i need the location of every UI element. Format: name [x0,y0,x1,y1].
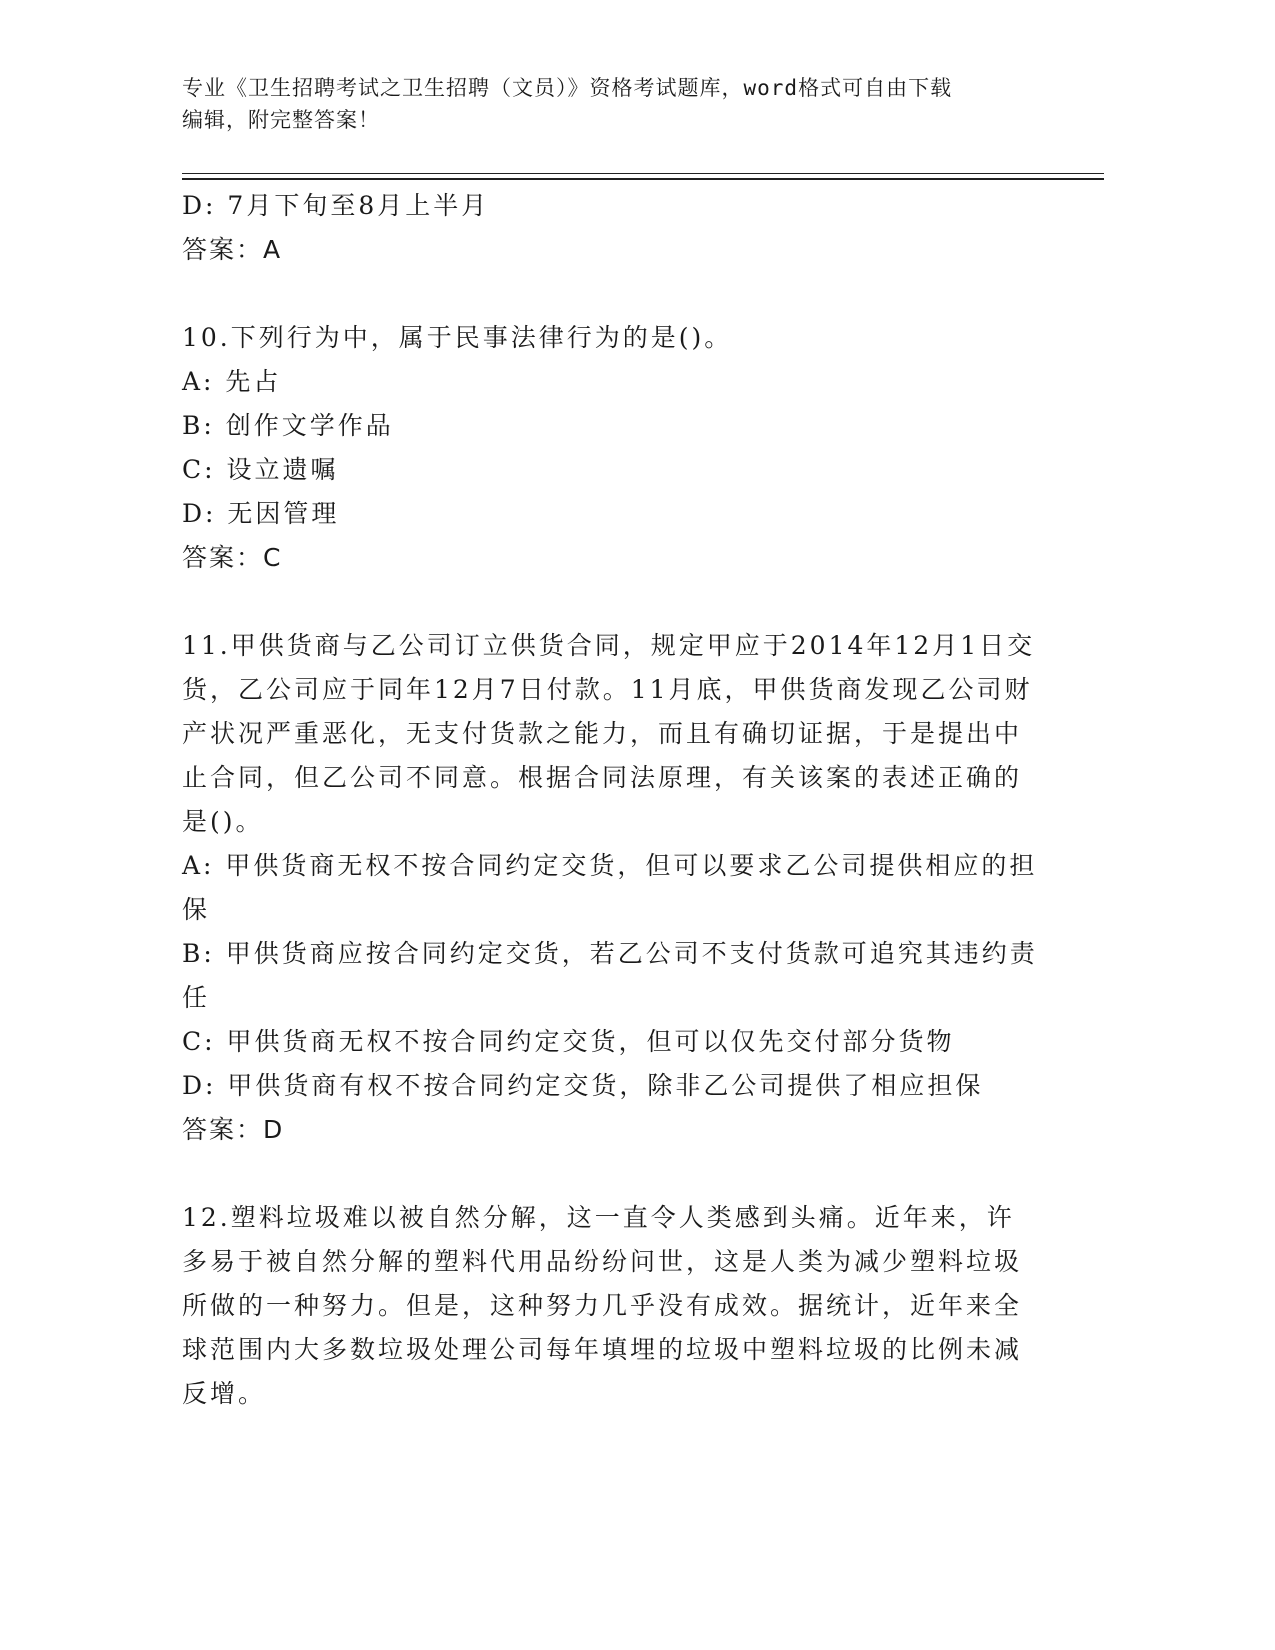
header-divider-thin [182,173,1104,174]
q9-option-d: D: 7月下旬至8月上半月 [182,191,490,220]
header-divider-thick [182,178,1104,180]
question-10 [182,316,1042,580]
q10-option-a: A: 先占 [182,367,282,396]
q11-option-c: C: 甲供货商无权不按合同约定交货，但可以仅先交付部分货物 [182,1027,955,1056]
question-11 [182,624,1042,1152]
question-content [182,184,1062,1416]
header-line-2: 编辑，附完整答案！ [182,108,380,132]
q11-answer: 答案：D [182,1115,285,1144]
q10-answer: 答案：C [182,543,283,572]
document-header [182,72,1062,136]
q11-option-d: D: 甲供货商有权不按合同约定交货，除非乙公司提供了相应担保 [182,1071,984,1100]
q11-option-a: A: 甲供货商无权不按合同约定交货，但可以要求乙公司提供相应的担保 [182,851,1038,924]
q10-option-b: B: 创作文学作品 [182,411,394,440]
q9-answer: 答案：A [182,235,283,264]
q12-text: 12.塑料垃圾难以被自然分解，这一直令人类感到头痛。近年来，许多易于被自然分解的塑料代用品纷纷问世，这是人类为减少塑料垃圾所做的一种努力。但是，这种努力几乎没有成效。据统计，近年来全球范围内大多数垃圾处理公司每年填埋的垃圾中塑料垃圾的比例未减反增。 [182,1203,1023,1408]
question-9-tail [182,184,1062,272]
q11-option-b: B: 甲供货商应按合同约定交货，若乙公司不支付货款可追究其违约责任 [182,939,1038,1012]
header-line-1: 专业《卫生招聘考试之卫生招聘（文员）》资格考试题库，word格式可自由下载 [182,76,953,100]
q10-option-c: C: 设立遗嘱 [182,455,339,484]
question-12 [182,1196,1042,1416]
q10-option-d: D: 无因管理 [182,499,340,528]
q10-text: 10.下列行为中，属于民事法律行为的是()。 [182,323,733,352]
q11-text: 11.甲供货商与乙公司订立供货合同，规定甲应于2014年12月1日交货，乙公司应于同年12月7日付款。11月底，甲供货商发现乙公司财产状况严重恶化，无支付货款之能力，而且有确切证据，于是提出中止合同，但乙公司不同意。根据合同法原理，有关该案的表述正确的是()。 [182,631,1036,836]
